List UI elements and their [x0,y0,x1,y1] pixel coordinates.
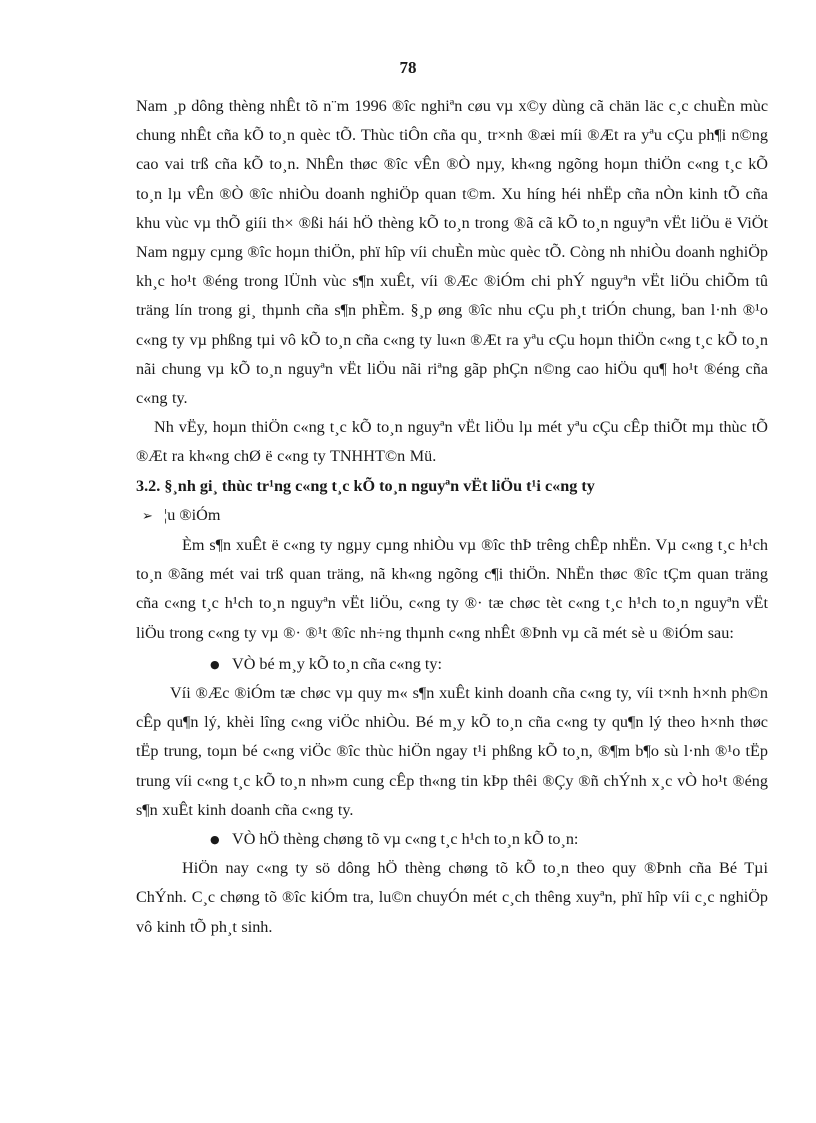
sub-heading-label: ¦u ®iÓm [164,505,221,524]
paragraph-intro: Nam ¸p dông thèng nhÊt tõ n¨m 1996 ®îc nghiªn cøu vµ x©y dùng cã chän läc c¸c chuÈn mùc chung nhÊt cña kÕ to¸n quèc tÕ. Thùc tiÔn cña qu¸ tr×nh ®æi míi ®Æt ra yªu cÇu ph¶i n©ng cao vai trß cña kÕ to¸n. NhÊn thøc ®îc vÊn ®Ò nµy, kh«ng ngõng hoµn thiÖn c«ng t¸c kÕ to¸n lµ vÊn ®Ò ®îc nhiÒu doanh nghiÖp quan t©m. Xu híng héi nhËp cña nÒn kinh tÕ cña khu vùc vµ thÕ giíi th× ®ßi hái hÖ thèng kÕ to¸n trong ®ã cã kÕ to¸n nguyªn vËt liÖu ë ViÖt Nam ngµy cµng ®îc hoµn thiÖn, phï hîp víi chuÈn mùc quèc tÕ. Còng nh nhiÒu doanh nghiÖp kh¸c ho¹t ®éng trong lÜnh vùc s¶n xuÊt, víi ®Æc ®iÓm chi phÝ nguyªn vËt liÖu chiÕm tû träng lín trong gi¸ thµnh cña s¶n phÈm. §¸p øng ®îc nhu cÇu ph¸t triÓn chung, ban l·nh ®¹o c«ng ty vµ phßng tµi vô kÕ to¸n cña c«ng ty lu«n ®Æt ra yªu cÇu hoµn thiÖn c«ng t¸c kÕ to¸n nãi chung vµ kÕ to¸n nguyªn vËt liÖu nãi riªng gãp phÇn n©ng cao hiÖu qu¶ ho¹t ®éng cña c«ng ty. [136,97,768,408]
bullet-label: VÒ hÖ thèng chøng tõ vµ c«ng t¸c h¹ch to¸n kÕ to¸n: [232,830,579,849]
sub-heading-advantages [136,501,768,531]
paragraph-vouchers: HiÖn nay c«ng ty sö dông hÖ thèng chøng tõ kÕ to¸n theo quy ®Þnh cña Bé Tµi ChÝnh. C¸c chøng tõ ®îc kiÓm tra, lu©n chuyÓn mét c¸ch thêng xuyªn, phï hîp víi c¸c nghiÖp vô kinh tÕ ph¸t sinh. [136,859,768,936]
paragraph-apparatus: Víi ®Æc ®iÓm tæ chøc vµ quy m« s¶n xuÊt kinh doanh cña c«ng ty, víi t×nh h×nh ph©n cÊp qu¶n lý, khèi lîng c«ng viÖc nhiÒu. Bé m¸y kÕ to¸n cña c«ng ty qu¶n lý theo h×nh thøc tËp trung, toµn bé c«ng viÖc ®îc thùc hiÖn ngay t¹i phßng kÕ to¸n, ®¶m b¶o sù l·nh ®¹o tËp trung víi c«ng t¸c kÕ to¸n nh»m cung cÊp th«ng tin kÞp thêi ®Çy ®ñ chÝnh x¸c vÒ ho¹t ®éng s¶n xuÊt kinh doanh cña c«ng ty. [136,684,768,819]
bullet-item-accounting-apparatus [136,650,768,679]
paragraph-conclusion: Nh vËy, hoµn thiÖn c«ng t¸c kÕ to¸n nguyªn vËt liÖu lµ mét yªu cÇu cÊp thiÕt mµ thùc tÕ ®Æt ra kh«ng chØ ë c«ng ty TNHHT©n Mü. [136,418,768,466]
paragraph-advantages: Èm s¶n xuÊt ë c«ng ty ngµy cµng nhiÒu vµ ®îc thÞ trêng chÊp nhËn. Vµ c«ng t¸c h¹ch to¸n ®ãng mét vai trß quan träng, nã kh«ng ngõng c¶i thiÖn. NhËn thøc ®îc tÇm quan träng cña c«ng t¸c h¹ch to¸n nguyªn vËt liÖu, c«ng ty ®· tæ chøc tèt c«ng t¸c h¹ch to¸n nguyªn vËt liÖu trong c«ng ty vµ ®· ®¹t ®îc nh÷ng thµnh c«ng nhÊt ®Þnh vµ cã mét sè u ®iÓm sau: [136,536,768,642]
bullet-item-voucher-system [136,825,768,854]
bullet-dot-icon: ● [210,657,220,671]
page-number: 78 [399,58,417,77]
section-heading: 3.2. §¸nh gi¸ thùc tr¹ng c«ng t¸c kÕ to¸n nguyªn vËt liÖu t¹i c«ng ty [136,476,595,495]
bullet-label: VÒ bé m¸y kÕ to¸n cña c«ng ty: [232,654,442,673]
document-body [136,92,768,942]
bullet-dot-icon: ● [210,833,220,847]
arrow-right-icon: ➢ [142,508,153,524]
